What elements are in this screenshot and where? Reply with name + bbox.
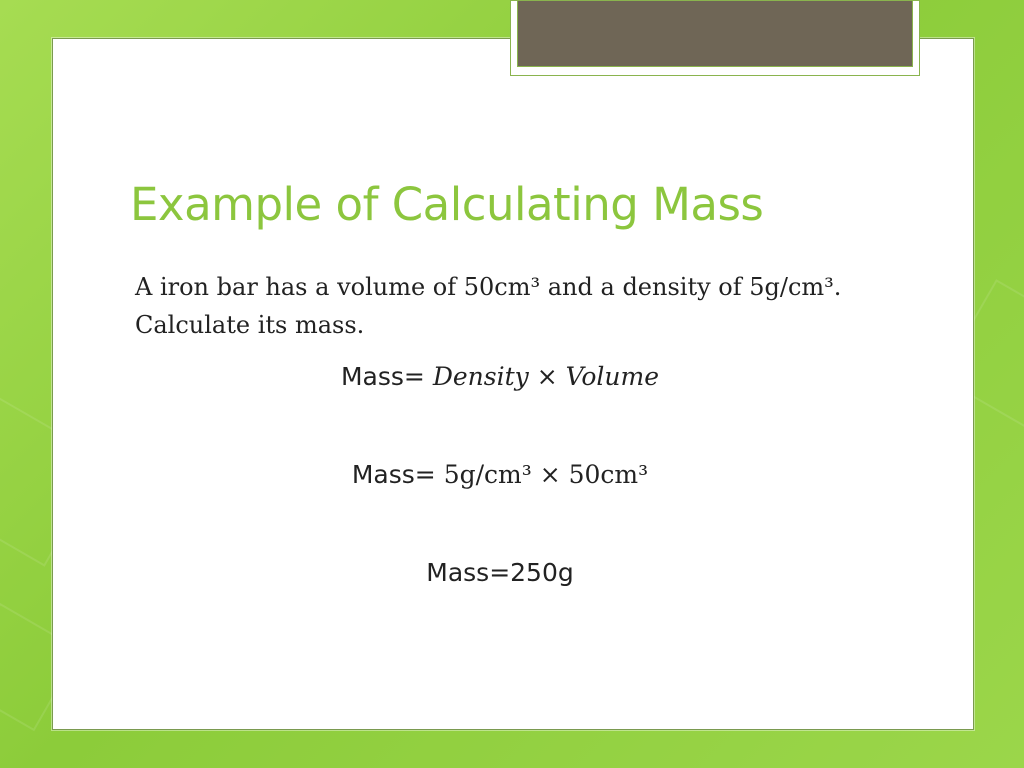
header-accent-frame bbox=[510, 0, 920, 76]
formula-label: Mass= bbox=[340, 362, 425, 391]
result-line: Mass=250g bbox=[426, 558, 574, 587]
slide-title: Example of Calculating Mass bbox=[130, 178, 764, 231]
substitution-expression: 5g/cm³ × 50cm³ bbox=[443, 460, 649, 489]
formula-line bbox=[130, 362, 870, 391]
substitution-line bbox=[130, 460, 870, 489]
substitution-label: Mass= bbox=[351, 460, 436, 489]
problem-statement: A iron bar has a volume of 50cm³ and a density of 5g/cm³. Calculate its mass. bbox=[135, 273, 842, 339]
formula-expression: Density × Volume bbox=[432, 362, 660, 391]
header-accent-bar bbox=[517, 1, 913, 67]
